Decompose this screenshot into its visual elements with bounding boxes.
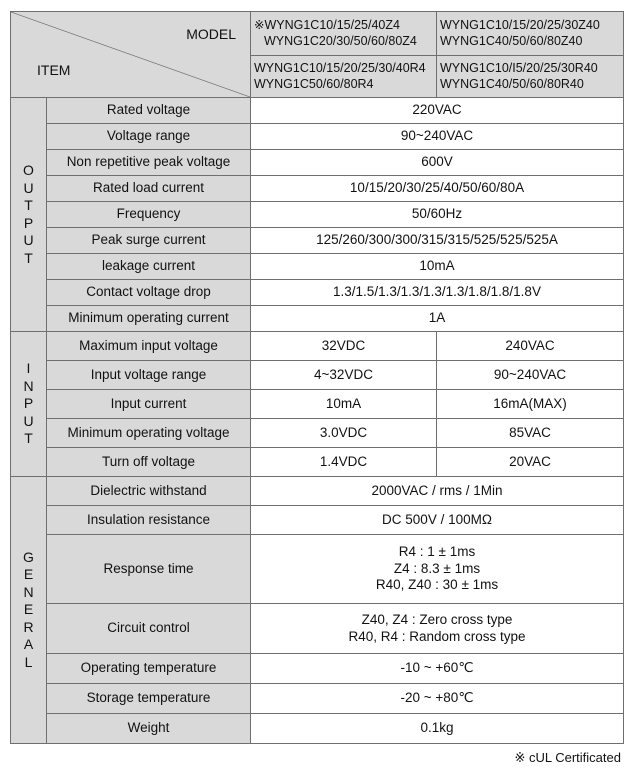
section-letter: I (26, 360, 31, 377)
ac-value-cell: 85VAC (437, 419, 624, 448)
general-row (11, 477, 624, 506)
value-line: R40, Z40 : 30 ± 1ms (375, 577, 499, 593)
section-letter: T (24, 197, 33, 213)
value-line: -10 ~ +60℃ (400, 660, 474, 676)
output-row (11, 176, 624, 202)
value-cell (251, 506, 624, 535)
dc-value-cell: 1.4VDC (251, 448, 437, 477)
item-label-cell: Frequency (47, 202, 251, 228)
value-cell: 90~240VAC (251, 124, 624, 150)
value-line: 0.1kg (420, 720, 454, 736)
item-label-cell: Response time (47, 535, 251, 604)
general-row (11, 604, 624, 654)
section-letter: L (24, 653, 33, 670)
ac-value-cell: 90~240VAC (437, 361, 624, 390)
general-row (11, 684, 624, 714)
value-cell (251, 654, 624, 684)
item-label-cell: leakage current (47, 254, 251, 280)
value-cell (251, 714, 624, 744)
model-line: ※WYNG1C10/15/25/40Z4 (254, 17, 400, 32)
output-section-label (11, 98, 47, 332)
item-label-cell: Input voltage range (47, 361, 251, 390)
item-label-cell: Rated load current (47, 176, 251, 202)
output-row (11, 280, 624, 306)
section-letter: N (23, 583, 34, 600)
section-letter: U (23, 412, 34, 429)
value-line: R40, R4 : Random cross type (348, 628, 526, 644)
model-line: WYNG1C40/50/60/80R40 (440, 76, 584, 91)
item-label-cell: Minimum operating current (47, 306, 251, 332)
value-line: Z4 : 8.3 ± 1ms (393, 560, 481, 576)
general-row (11, 506, 624, 535)
item-label-cell: Turn off voltage (47, 448, 251, 477)
value-line: R4 : 1 ± 1ms (398, 543, 476, 559)
value-cell: 10mA (251, 254, 624, 280)
item-label-cell: Non repetitive peak voltage (47, 150, 251, 176)
value-line: Z40, Z4 : Zero cross type (361, 611, 513, 627)
section-letter: E (23, 566, 34, 583)
model-line: WYNG1C10/I5/20/25/30R40 (440, 60, 598, 75)
general-section-label (11, 477, 47, 744)
section-letter: T (24, 249, 33, 266)
value-cell: 1.3/1.5/1.3/1.3/1.3/1.3/1.8/1.8/1.8V (251, 280, 624, 306)
item-label-cell: Contact voltage drop (47, 280, 251, 306)
general-row (11, 535, 624, 604)
input-section-label (11, 332, 47, 477)
value-line: 2000VAC / rms / 1Min (371, 482, 503, 498)
value-cell (251, 535, 624, 604)
value-cell: 125/260/300/300/315/315/525/525/525A (251, 228, 624, 254)
ac-value-cell: 240VAC (437, 332, 624, 361)
item-label-cell: Insulation resistance (47, 506, 251, 535)
section-letter: T (24, 430, 33, 447)
item-label-cell: Operating temperature (47, 654, 251, 684)
item-label-cell: Storage temperature (47, 684, 251, 714)
ac-value-cell: 20VAC (437, 448, 624, 477)
output-row (11, 202, 624, 228)
value-cell: 10/15/20/30/25/40/50/60/80A (251, 176, 624, 202)
value-cell (251, 604, 624, 654)
dc-value-cell: 3.0VDC (251, 419, 437, 448)
item-label-cell: Input current (47, 390, 251, 419)
item-label-cell: Minimum operating voltage (47, 419, 251, 448)
model-group-r4 (251, 56, 437, 98)
section-letter: P (23, 214, 34, 231)
section-letter: U (23, 232, 34, 248)
value-line: DC 500V / 100MΩ (382, 511, 492, 527)
value-cell: 50/60Hz (251, 202, 624, 228)
dc-value-cell: 32VDC (251, 332, 437, 361)
value-cell (251, 684, 624, 714)
input-row (11, 361, 624, 390)
model-group-z40 (437, 12, 624, 56)
section-letter: G (23, 548, 34, 565)
certification-footnote: ※ cUL Certificated (514, 750, 621, 765)
section-letter: U (23, 179, 34, 196)
section-letter: O (23, 162, 34, 178)
section-letter: N (23, 377, 34, 394)
item-label: ITEM (37, 61, 71, 78)
model-item-header-cell (11, 12, 251, 98)
output-row (11, 98, 624, 124)
general-row (11, 714, 624, 744)
value-cell: 1A (251, 306, 624, 332)
output-row (11, 150, 624, 176)
input-row (11, 332, 624, 361)
model-line: WYNG1C20/30/50/60/80Z4 (264, 33, 417, 48)
section-letter: E (23, 601, 34, 618)
section-letter: R (23, 618, 34, 635)
header-row-1 (11, 12, 624, 56)
dc-value-cell: 4~32VDC (251, 361, 437, 390)
output-row (11, 254, 624, 280)
model-group-r40 (437, 56, 624, 98)
spec-table (10, 11, 624, 744)
value-cell (251, 477, 624, 506)
model-line: WYNG1C10/15/20/25/30Z40 (440, 17, 600, 32)
model-line: WYNG1C10/15/20/25/30/40R4 (254, 60, 426, 75)
item-label-cell: Rated voltage (47, 98, 251, 124)
model-line: WYNG1C50/60/80R4 (254, 76, 374, 91)
diagonal-divider (11, 12, 250, 97)
model-line: WYNG1C40/50/60/80Z40 (440, 33, 583, 48)
input-row (11, 390, 624, 419)
model-group-z4 (251, 12, 437, 56)
item-label-cell: Voltage range (47, 124, 251, 150)
item-label-cell: Weight (47, 714, 251, 744)
input-row (11, 448, 624, 477)
section-letter: A (23, 636, 34, 653)
value-line: -20 ~ +80℃ (400, 690, 474, 706)
ac-value-cell: 16mA(MAX) (437, 390, 624, 419)
output-row (11, 124, 624, 150)
item-label-cell: Circuit control (47, 604, 251, 654)
model-label: MODEL (186, 26, 236, 42)
item-label-cell: Peak surge current (47, 228, 251, 254)
general-row (11, 654, 624, 684)
section-letter: P (23, 395, 34, 412)
value-cell: 600V (251, 150, 624, 176)
value-cell: 220VAC (251, 98, 624, 124)
output-row (11, 228, 624, 254)
item-label-cell: Maximum input voltage (47, 332, 251, 361)
item-label-cell: Dielectric withstand (47, 477, 251, 506)
input-row (11, 419, 624, 448)
dc-value-cell: 10mA (251, 390, 437, 419)
output-row (11, 306, 624, 332)
